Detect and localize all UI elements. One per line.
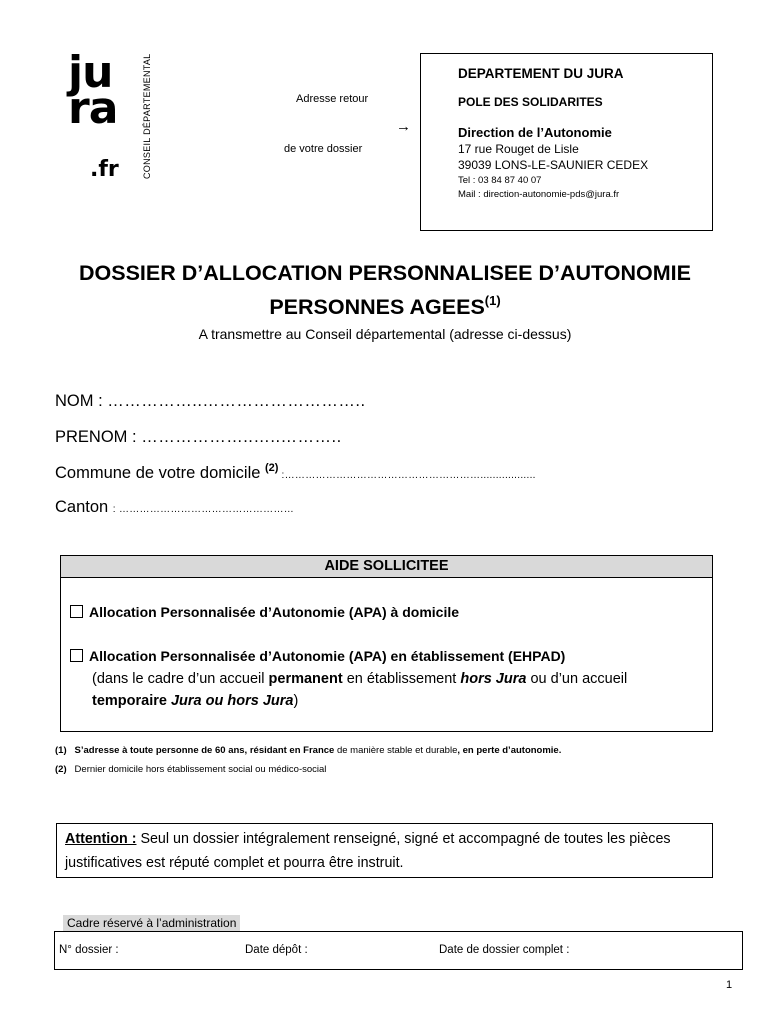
logo-suffix: .fr xyxy=(90,157,119,182)
prenom-label: PRENOM : xyxy=(55,428,142,446)
admin-date-complet: Date de dossier complet : xyxy=(439,944,570,956)
return-address-line-2: de votre dossier xyxy=(284,143,363,155)
admin-date-depot: Date dépôt : xyxy=(245,944,308,956)
footnote-1-bold-end: , en perte d’autonomie. xyxy=(457,745,562,756)
address-pole: POLE DES SOLIDARITES xyxy=(458,95,603,109)
note-part-c: en établissement xyxy=(342,671,461,687)
note-jura-ou-hors-jura: Jura ou hors Jura xyxy=(170,693,294,709)
document-title-line-1: DOSSIER D’ALLOCATION PERSONNALISEE D’AUTONOMIE xyxy=(79,261,691,285)
address-tel: Tel : 03 84 87 40 07 xyxy=(458,175,542,186)
canton-field[interactable] xyxy=(55,498,294,517)
arrow-right-icon: → xyxy=(396,118,411,135)
document-title-line-2 xyxy=(0,293,770,320)
address-box xyxy=(420,53,713,231)
footnote-1-number: (1) xyxy=(55,745,67,756)
nom-field[interactable] xyxy=(55,392,366,411)
apa-etablissement-label: Allocation Personnalisée d’Autonomie (APA) en établissement (EHPAD) xyxy=(89,648,566,664)
attention-box xyxy=(56,823,713,878)
apa-domicile-checkbox[interactable] xyxy=(70,605,83,618)
address-department: DEPARTEMENT DU JURA xyxy=(458,66,624,81)
document-subtitle: A transmettre au Conseil départemental (adresse ci-dessus) xyxy=(198,326,572,342)
apa-domicile-label: Allocation Personnalisée d’Autonomie (APA) à domicile xyxy=(89,604,460,620)
admin-dossier-number: N° dossier : xyxy=(59,944,119,956)
note-part-a: (dans le cadre d’un accueil xyxy=(92,671,269,687)
jura-logo xyxy=(60,47,170,185)
prenom-dots: ………………..…..……….. xyxy=(141,428,342,446)
title-footnote-ref: (1) xyxy=(484,293,501,308)
footnote-2 xyxy=(55,764,326,775)
attention-text: Seul un dossier intégralement renseigné, signé et accompagné de toutes les pièces justificatives est réputé complet et pourra être instruit. xyxy=(65,831,671,871)
note-permanent: permanent xyxy=(268,671,343,687)
aide-header: AIDE SOLLICITEE xyxy=(61,556,712,578)
admin-box xyxy=(54,931,743,970)
commune-dots: :………………………………………………….................. xyxy=(278,470,536,481)
canton-label: Canton xyxy=(55,498,113,516)
commune-footnote-ref: (2) xyxy=(265,462,279,474)
footnote-1-text: de manière stable et durable xyxy=(334,745,458,756)
logo-vertical-text xyxy=(142,53,154,179)
apa-etablissement-checkbox[interactable] xyxy=(70,649,83,662)
return-address-line-1: Adresse retour xyxy=(296,93,369,105)
logo-conseil-text: CONSEIL DÉPARTEMENTAL xyxy=(142,53,152,179)
apa-domicile-option[interactable] xyxy=(70,604,459,620)
apa-etablissement-note xyxy=(92,668,627,712)
nom-label: NOM : xyxy=(55,392,108,410)
commune-field[interactable] xyxy=(55,462,536,483)
attention-label: Attention : xyxy=(65,831,137,847)
address-street: 17 rue Rouget de Lisle xyxy=(458,142,579,156)
footnote-2-text: Dernier domicile hors établissement social ou médico-social xyxy=(74,764,327,775)
logo-line-2: ra xyxy=(68,83,118,134)
note-close: ) xyxy=(293,693,299,709)
footnote-2-number: (2) xyxy=(55,764,67,775)
page-number: 1 xyxy=(726,979,733,991)
canton-dots: : …………………………………………… xyxy=(112,504,295,515)
logo-letters xyxy=(68,47,138,134)
title-line-2-text: PERSONNES AGEES xyxy=(269,295,485,319)
prenom-field[interactable] xyxy=(55,428,342,447)
logo-line-1: ju xyxy=(68,47,113,98)
address-city: 39039 LONS-LE-SAUNIER CEDEX xyxy=(458,158,649,172)
note-part-e: ou d’un accueil xyxy=(526,671,628,687)
nom-dots: ……………..……………………….. xyxy=(107,392,366,410)
commune-label: Commune de votre domicile xyxy=(55,464,266,482)
aide-sollicitee-box xyxy=(60,555,713,732)
note-hors-jura: hors Jura xyxy=(460,671,527,687)
footnote-1 xyxy=(55,745,561,756)
note-temporaire: temporaire xyxy=(92,693,171,709)
admin-section-tag: Cadre réservé à l’administration xyxy=(63,915,240,931)
address-direction: Direction de l’Autonomie xyxy=(458,125,612,140)
address-mail: Mail : direction-autonomie-pds@jura.fr xyxy=(458,189,620,200)
apa-etablissement-option[interactable] xyxy=(70,648,565,664)
footnote-1-bold: S’adresse à toute personne de 60 ans, résidant en France xyxy=(74,745,335,756)
